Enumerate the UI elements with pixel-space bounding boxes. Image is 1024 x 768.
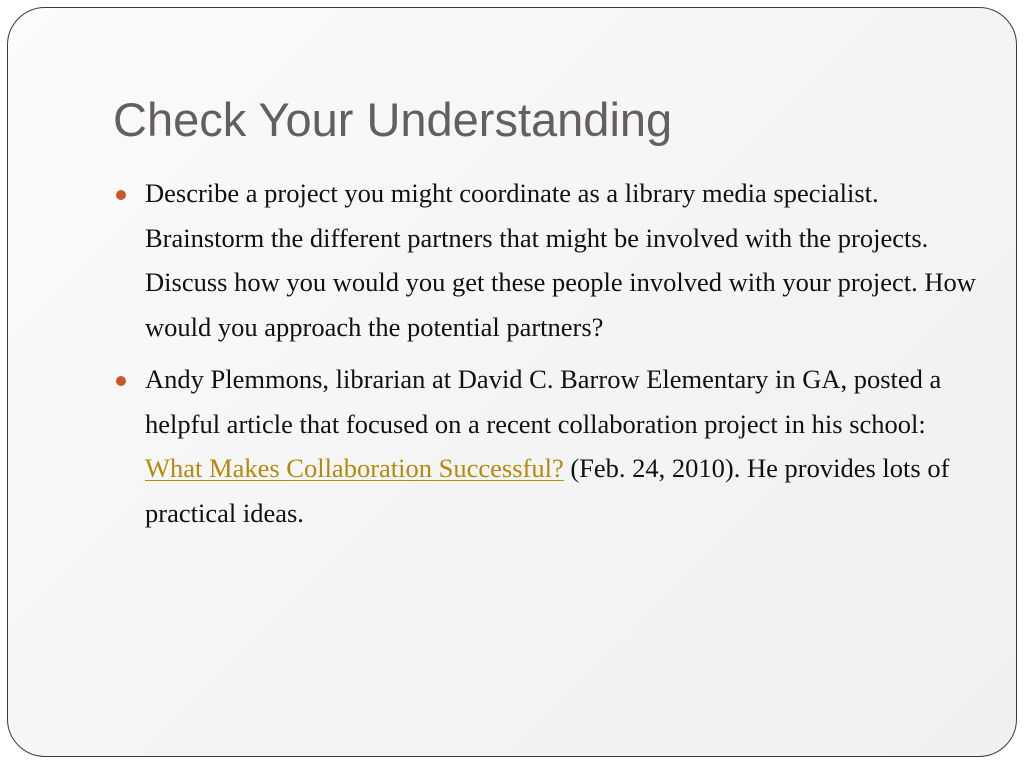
slide-title: Check Your Understanding [113, 93, 673, 146]
bullet-text: Describe a project you might coordinate as a library media specialist. Brainstorm the different partners that might be involved with the projects. Discuss how you would you get these people involved with your project. How would you approach the potential partners? [145, 178, 976, 342]
bullet-list [116, 171, 976, 543]
bullet-text-after-link: (Feb. 24, 2010). He provides lots of practical ideas. [145, 453, 950, 528]
bullet-item-project-prompt [116, 171, 976, 349]
bullet-text-before-link: Andy Plemmons, librarian at David C. Barrow Elementary in GA, posted a helpful article that focused on a recent collaboration project in his school: [145, 364, 942, 439]
bullet-dot-icon [116, 190, 126, 200]
bullet-dot-icon [116, 376, 126, 386]
bullet-item-plemmons-article [116, 357, 976, 535]
article-link[interactable]: What Makes Collaboration Successful? [145, 453, 564, 483]
slide-frame [7, 7, 1017, 757]
